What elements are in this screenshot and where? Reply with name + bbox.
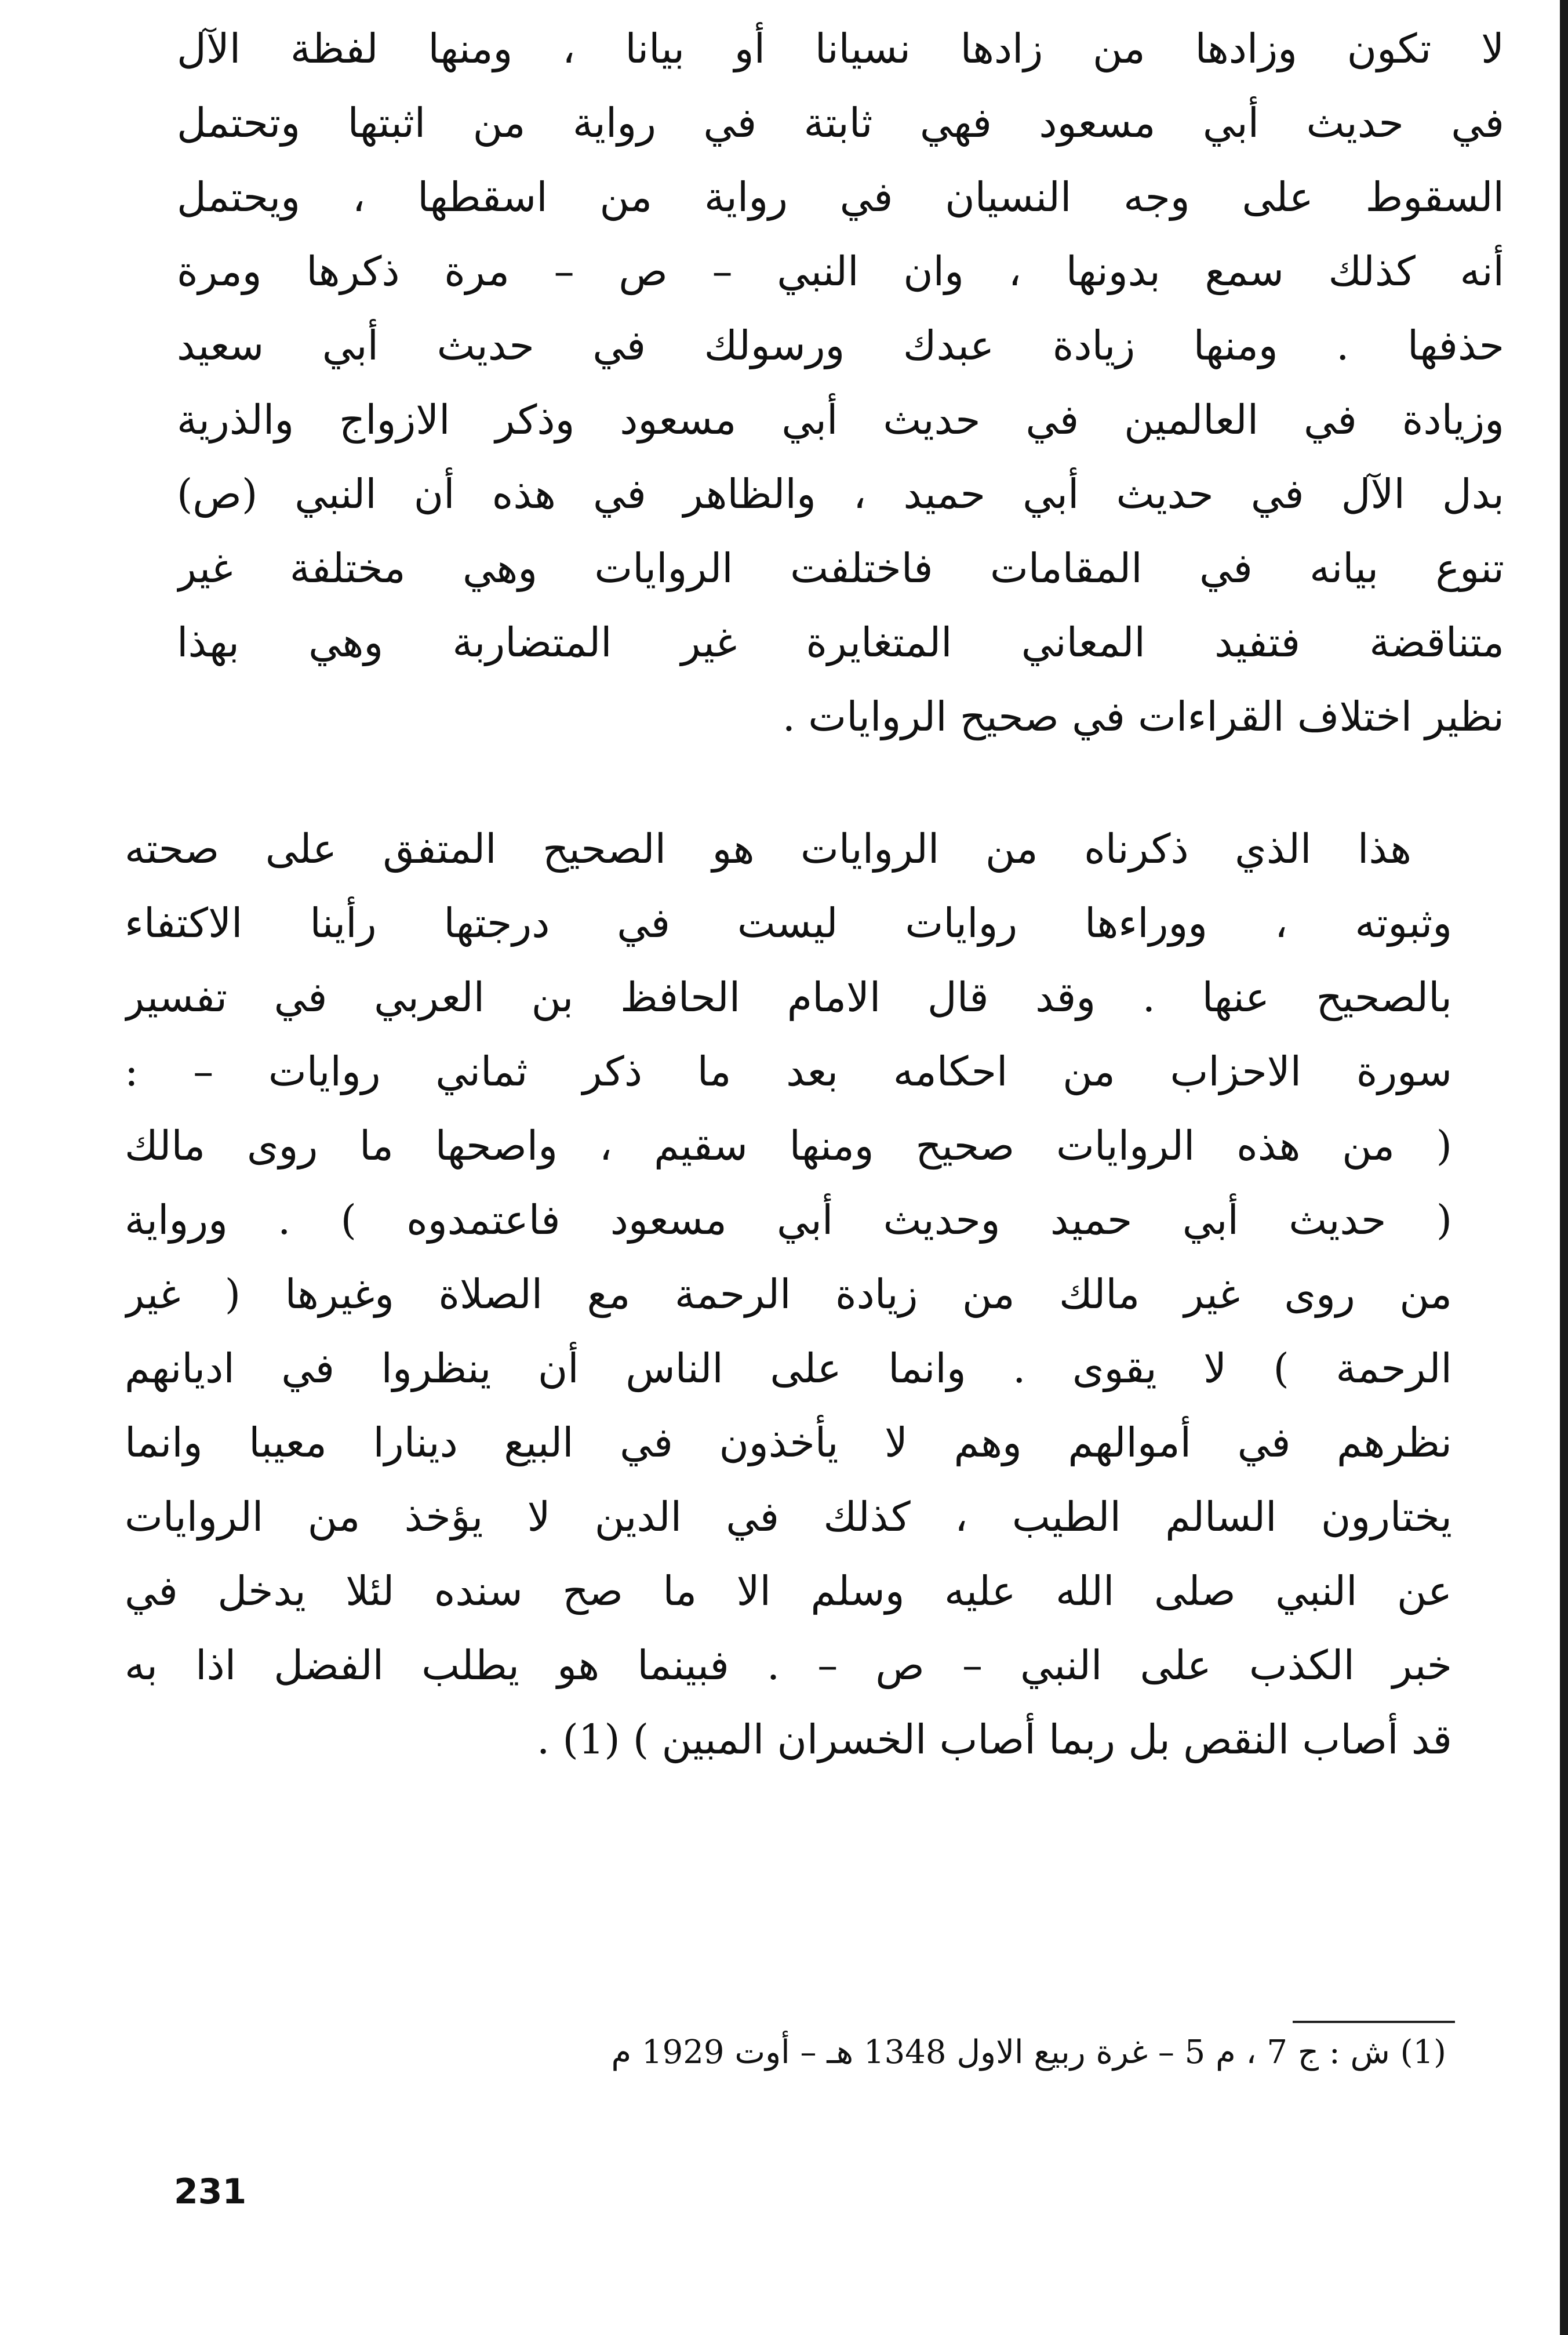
footnote-divider bbox=[1293, 2021, 1455, 2023]
footnote: (1) ش : ج 7 ، م 5 – غرة ربيع الاول 1348 هـ – أوت 1929 م bbox=[611, 2033, 1446, 2071]
text-line: هذا الذي ذكرناه من الروايات هو الصحيح المتفق على صحته bbox=[125, 825, 1411, 873]
text-line: من روى غير مالك من زيادة الرحمة مع الصلاة وغيرها ( غير bbox=[125, 1270, 1452, 1318]
scan-edge bbox=[1560, 0, 1568, 2335]
text-line: خبر الكذب على النبي – ص – . فبينما هو يطلب الفضل اذا به bbox=[125, 1642, 1452, 1689]
text-line: وزيادة في العالمين في حديث أبي مسعود وذكر الازواج والذرية bbox=[177, 396, 1504, 444]
text-line: لا تكون وزادها من زادها نسيانا أو بيانا ، ومنها لفظة الآل bbox=[177, 25, 1504, 72]
text-line: نظرهم في أموالهم وهم لا يأخذون في البيع دينارا معيبا وانما bbox=[125, 1419, 1452, 1466]
text-line: سورة الاحزاب من احكامه بعد ما ذكر ثماني روايات – : bbox=[125, 1048, 1452, 1095]
text-line: متناقضة فتفيد المعاني المتغايرة غير المتضاربة وهي بهذا bbox=[177, 619, 1504, 666]
text-line: بدل الآل في حديث أبي حميد ، والظاهر في هذه أن النبي (ص) bbox=[177, 470, 1504, 518]
paragraph-1 bbox=[177, 12, 1504, 754]
paragraph-2 bbox=[125, 812, 1452, 1777]
text-line: يختارون السالم الطيب ، كذلك في الدين لا يؤخذ من الروايات bbox=[125, 1493, 1452, 1541]
text-line: وثبوته ، ووراءها روايات ليست في درجتها رأينا الاكتفاء bbox=[125, 899, 1452, 947]
text-line: نظير اختلاف القراءات في صحيح الروايات . bbox=[782, 693, 1504, 740]
text-line: تنوع بيانه في المقامات فاختلفت الروايات وهي مختلفة غير bbox=[177, 544, 1504, 592]
text-line: في حديث أبي مسعود فهي ثابتة في رواية من اثبتها وتحتمل bbox=[177, 99, 1504, 147]
text-line: السقوط على وجه النسيان في رواية من اسقطها ، ويحتمل bbox=[177, 173, 1504, 221]
text-line: ( من هذه الروايات صحيح ومنها سقيم ، واصحها ما روى مالك bbox=[125, 1122, 1452, 1170]
text-line: ( حديث أبي حميد وحديث أبي مسعود فاعتمدوه ) . ورواية bbox=[125, 1196, 1452, 1244]
text-line: حذفها . ومنها زيادة عبدك ورسولك في حديث أبي سعيد bbox=[177, 322, 1504, 369]
page-number: 231 bbox=[174, 2171, 247, 2212]
text-line: عن النبي صلى الله عليه وسلم الا ما صح سنده لئلا يدخل في bbox=[125, 1567, 1452, 1615]
text-line: بالصحيح عنها . وقد قال الامام الحافظ بن العربي في تفسير bbox=[125, 974, 1452, 1021]
text-line: قد أصاب النقص بل ربما أصاب الخسران المبين ) (1) . bbox=[537, 1716, 1452, 1763]
text-line: الرحمة ) لا يقوى . وانما على الناس أن ينظروا في اديانهم bbox=[125, 1345, 1452, 1392]
text-line: أنه كذلك سمع بدونها ، وان النبي – ص – مرة ذكرها ومرة bbox=[177, 248, 1504, 295]
